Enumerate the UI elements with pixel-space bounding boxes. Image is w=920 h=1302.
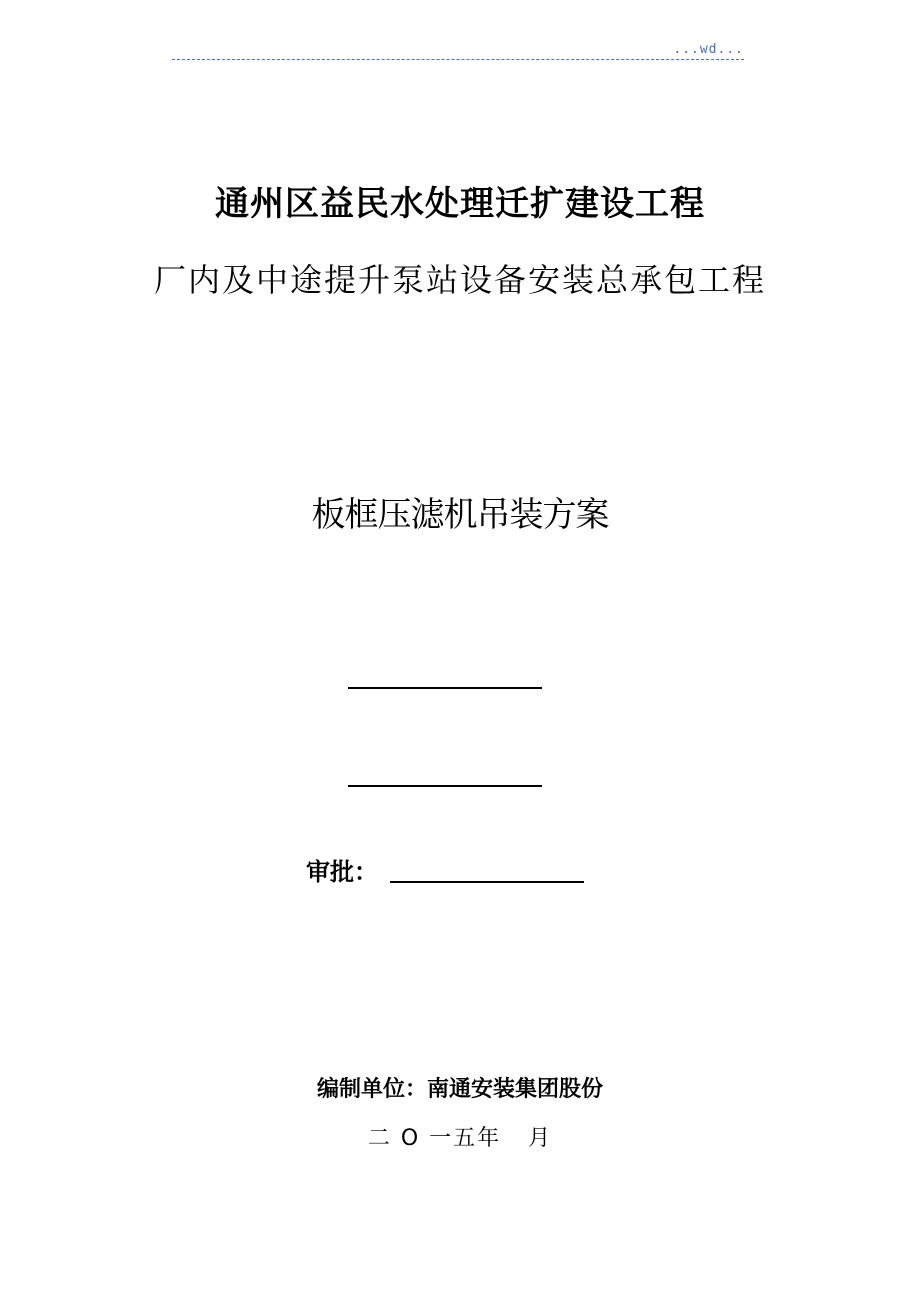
- approval-signature-line: [390, 881, 584, 883]
- document-title: 板框压滤机吊装方案: [311, 495, 609, 535]
- signature-line-2: [348, 785, 542, 787]
- project-title-line-2: 厂内及中途提升泵站设备安装总承包工程: [153, 261, 766, 299]
- signature-line-1: [348, 687, 542, 689]
- header-dashed-rule: [172, 59, 744, 60]
- approval-label: 审批：: [306, 858, 378, 886]
- document-date: 二 O 一五年 月: [367, 1126, 553, 1151]
- compiling-unit: 编制单位：南通安装集团股份: [316, 1077, 603, 1102]
- header-mark: ...wd...: [673, 42, 744, 57]
- project-title-line-1: 通州区益民水处理迁扩建设工程: [215, 184, 705, 224]
